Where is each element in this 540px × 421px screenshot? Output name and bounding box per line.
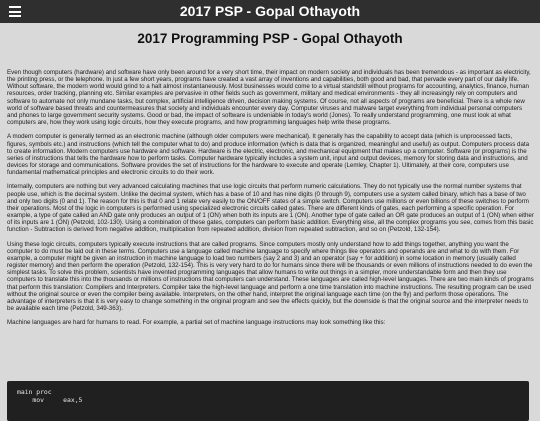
- article-body: [7, 69, 534, 333]
- paragraph: Using these logic circuits, computers typically execute instructions that are called programs. Since computers mostly only understand how to add things together, anything you want the computer to do must be laid out in these terms. Computers use a language called machine language to specify where things like operators and operands are and what to do with them. For example, a computer might be given an instruction in machine language to load two numbers (say 2 and 3) and an operator (say + for addition) in some location in memory (usually called register memory) and then perform the operation (Petzold, 132-154). This is very very hard to do for humans since there will be thousands or even millions of instructions needed to do even the simplest tasks. To solve this problem, scientists have invented programming languages that allow humans to write out things in a simpler, more understandable form and then they use computers to translate this into the thousands or millions of instructions that computers can understand. These languages are called high-level languages. There are two main kinds of programs that perform this translation: Compilers and Interpreters. Compiler take the high-level language and perform a one time translation into machine instructions. The resulting program can be used without the original source or even the compiler being available. Interpreters, on the other hand, interpret the original language each time (on the fly) and perform those operations. The advantage of interpreters is that it is very easy to change something in the original program and see the effects quickly, but the downside is that the original source and the interpreter needs to be available each time (Petzold, 349-363).: [7, 240, 534, 312]
- paragraph: A modern computer is generally termed as an electronic machine (although older computers were mechanical). It generally has the capability to accept data (which is unprocessed facts, figures, symbols etc.) and instructions (which tell the computer what to do) and produce information (which is data that is organized, meaningful and useful) as output. Computers process data to create information. Modern computers use hardware and software. Hardware is the electric, electronic, and mechanical equipment that makes up a computer. Software (or programs) is the series of instructions that tells the hardware how to perform tasks. Computer hardware typically includes a system unit, input and output devices, memory for storing data and instructions, and devices for storage and communications. Software provides the set of instructions for the hardware to execute and operate (Lemley, Chapter 1). Ultimately, at their core, computers use fundamental mathematical principles and electronic circuits to do their work.: [7, 133, 530, 177]
- paragraph: Internally, computers are nothing but very advanced calculating machines that use logic circuits that perform numeric calculations. They do not typically use the normal number systems that people use, which is the decimal system. Unlike the decimal system, which has a base of 10 and has nine digits (0 through 9), computers use a system called binary, which has a base of two and only two digits (0 and 1). The reason for this is that 0 and 1 relate very easily to the ON/OFF states of a simple switch. Computers use millions or even billions of these switches to perform their operations. Most of the logic in computers is performed using specialized electronic circuits called gates. There are different kinds of gates, each performing a specific operation. For example, a type of gate called an AND gate only produces an output of 1 (ON) when both its inputs are 1 (ON). Another type of gate called an OR gate produces an output of 1 (ON) when either of its inputs are 1 (ON) (Petzold, 102-130). Using a combination of these gates, computers can perform basic addition. Everything else, all the complex programs you see, comes from this basic function - Subtraction is derived from negative addition, multiplication from repeated addition, division from repeated subtraction, and so on (Petzold, 132-154).: [7, 183, 534, 234]
- paragraph: Even though computers (hardware) and software have only been around for a very short time, their impact on modern society and individuals has been tremendous - as important as electricity, the printing press, or the telephone. In just a few short years, programs have created a vast array of inventions and capabilities, both good and bad, that pervade every part of our daily life. Without software, the modern world would grind to a halt almost instantaneously. Most businesses would come to a virtual standstill without programs for accounting, analytics, finance, human resources, order tracking, planning etc. Similar examples are pervasive in other fields such as government, military and medical environments - they all increasingly rely on computers and software to automate not only mundane tasks, but complex, artificial intelligence driven, decision making systems. Of course, not all aspects of programs are beneficial. There is a whole new world of software based threats and countermeasures that society and individuals encounter every day. Computer viruses and malware target everything from individual personal computers and phones to large government security systems. Good or bad, the impact of software is undeniable in today's world (Jones). To really understand programming, one must look at what computers are, how they work using logic circuits, how they execute programs, and how programming languages help write these programs.: [7, 69, 531, 127]
- code-line: mov eax,5: [17, 396, 83, 404]
- page-content: [0, 23, 540, 405]
- paragraph: Machine languages are hard for humans to read. For example, a partial set of machine language instructions may look something like this:: [7, 319, 386, 327]
- code-line: main proc: [17, 388, 52, 396]
- site-title: 2017 PSP - Gopal Othayoth: [179, 3, 361, 19]
- page-title: 2017 Programming PSP - Gopal Othayoth: [137, 31, 403, 46]
- code-block: [7, 381, 529, 421]
- top-bar: [0, 0, 540, 23]
